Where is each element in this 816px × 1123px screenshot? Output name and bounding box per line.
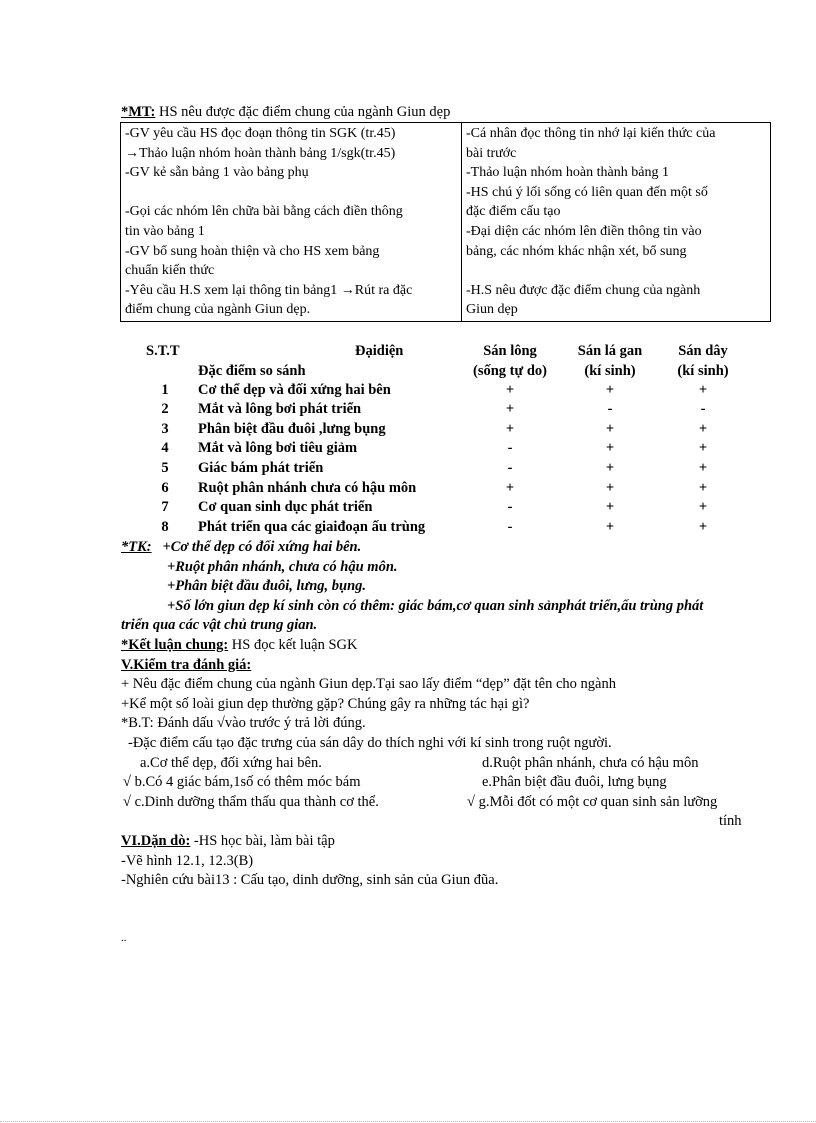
teacher-line: -GV kẻ sẵn bảng 1 vào bảng phụ	[125, 165, 309, 181]
teacher-line: -GV yêu cầu HS đọc đoạn thông tin SGK (tr.45)	[125, 126, 396, 141]
student-line: -HS chú ý lối sống có liên quan đến một số	[466, 184, 708, 200]
table-row	[0, 421, 816, 441]
species-note: (kí sinh)	[677, 363, 729, 379]
row-value: -	[507, 519, 513, 535]
row-number: 6	[161, 480, 169, 496]
row-feature: Phân biệt đầu đuôi ,lưng bụng	[198, 421, 386, 437]
teacher-line: tin vào bảng 1	[125, 223, 205, 239]
row-value: +	[698, 421, 708, 437]
row-value: -	[507, 440, 513, 456]
col-feature: Đặc điểm so sánh	[198, 363, 306, 379]
teacher-activities	[121, 123, 462, 322]
option-a: a.Cơ thể dẹp, đối xứng hai bên.	[140, 755, 322, 771]
row-value: +	[605, 440, 615, 456]
row-value: +	[605, 421, 615, 437]
row-value: -	[700, 401, 706, 417]
assessment-question: + Nêu đặc điểm chung của ngành Giun dẹp.Tại sao lấy điểm “dẹp” đặt tên cho ngành	[121, 676, 616, 692]
student-line: -Đại diện các nhóm lên điền thông tin vào	[466, 223, 702, 239]
table-row	[0, 401, 816, 421]
row-value: -	[507, 460, 513, 476]
row-value: +	[698, 480, 708, 496]
student-activities	[462, 123, 771, 322]
homework-label: VI.Dặn dò:	[121, 833, 191, 849]
student-line: -H.S nêu được đặc điểm chung của ngành	[466, 282, 701, 298]
teacher-line: -Gọi các nhóm lên chữa bài bằng cách điền thông	[125, 204, 403, 220]
homework-text: -HS học bài, làm bài tập	[190, 833, 335, 849]
summary-label: *TK:	[121, 539, 152, 555]
conclusion-line	[121, 637, 357, 654]
teacher-line: →Thảo luận nhóm hoàn thành bảng 1/sgk(tr.45)	[125, 145, 396, 161]
row-feature: Ruột phân nhánh chưa có hậu môn	[198, 480, 417, 496]
summary-line: +Ruột phân nhánh, chưa có hậu môn.	[167, 559, 398, 575]
row-number: 5	[161, 460, 169, 476]
assessment-heading: V.Kiểm tra đánh giá:	[121, 657, 252, 673]
species-name: Sán lá gan	[577, 343, 643, 359]
row-feature: Cơ quan sinh dục phát triển	[198, 499, 373, 515]
col-stt: S.T.T	[146, 343, 180, 359]
homework-item: -Nghiên cứu bài13 : Cấu tạo, dinh dưỡng, sinh sản của Giun đũa.	[121, 872, 499, 888]
table-row	[0, 440, 816, 460]
col-representative: Đạidiện	[355, 343, 404, 359]
row-feature: Giác bám phát triển	[198, 460, 324, 476]
row-value: +	[605, 460, 615, 476]
option-d: d.Ruột phân nhánh, chưa có hậu môn	[482, 755, 699, 771]
student-line: -Cá nhân đọc thông tin nhớ lại kiến thức của	[466, 126, 716, 141]
row-value: +	[698, 519, 708, 535]
conclusion-label: *Kết luận chung:	[121, 637, 229, 653]
row-value: +	[605, 519, 615, 535]
row-value: -	[507, 499, 513, 515]
summary-line: +Số lớn giun dẹp kí sinh còn có thêm: giác bám,cơ quan sinh sảnphát triển,ấu trùng phát	[167, 598, 704, 614]
student-line: bảng, các nhóm khác nhận xét, bổ sung	[466, 243, 687, 259]
row-value: +	[698, 440, 708, 456]
row-feature: Mắt và lông bơi phát triển	[198, 401, 362, 417]
option-g: √ g.Mỗi đốt có một cơ quan sinh sản lưỡng	[467, 794, 718, 810]
student-line: Giun dẹp	[466, 302, 518, 318]
row-value: +	[698, 382, 708, 398]
summary-line: triển qua các vật chủ trung gian.	[121, 617, 318, 633]
exercise-instruction: *B.T: Đánh dấu √vào trước ý trả lời đúng.	[121, 715, 366, 731]
row-feature: Mắt và lông bơi tiêu giảm	[198, 440, 358, 456]
row-number: 4	[161, 440, 169, 456]
objective-label: *MT:	[121, 104, 156, 120]
species-note: (sống tự do)	[473, 363, 547, 379]
row-number: 7	[161, 499, 169, 515]
footer-mark: ..	[121, 932, 127, 944]
homework-item: -Vẽ hình 12.1, 12.3(B)	[121, 853, 254, 869]
objective-line	[121, 104, 450, 121]
student-line: đặc điểm cấu tạo	[466, 204, 561, 220]
species-name: Sán lông	[483, 343, 537, 359]
summary-text: +Cơ thể dẹp có đối xứng hai bên.	[162, 539, 362, 555]
objective-text: HS nêu được đặc điểm chung của ngành Giun dẹp	[155, 104, 451, 120]
exercise-question: -Đặc điểm cấu tạo đặc trưng của sán dây do thích nghi với kí sinh trong ruột người.	[128, 735, 612, 751]
row-value: +	[605, 480, 615, 496]
option-g-continued: tính	[719, 813, 742, 829]
table-row	[0, 519, 816, 539]
summary-line	[121, 539, 361, 556]
species-note: (kí sinh)	[584, 363, 636, 379]
row-feature: Phát triển qua các giaiđoạn ấu trùng	[198, 519, 426, 535]
row-value: +	[605, 382, 615, 398]
page-bottom-divider	[0, 1121, 816, 1122]
activities-table	[120, 122, 771, 322]
option-e: e.Phân biệt đầu đuôi, lưng bụng	[482, 774, 667, 790]
homework-line	[121, 833, 335, 850]
row-number: 2	[161, 401, 169, 417]
row-value: +	[698, 460, 708, 476]
row-number: 1	[161, 382, 169, 398]
row-value: +	[505, 480, 515, 496]
spacer	[125, 183, 458, 203]
row-value: +	[605, 499, 615, 515]
row-value: -	[607, 401, 613, 417]
row-value: +	[505, 401, 515, 417]
option-b: √ b.Có 4 giác bám,1số có thêm móc bám	[123, 774, 361, 790]
conclusion-text: HS đọc kết luận SGK	[228, 637, 358, 653]
spacer	[466, 261, 767, 281]
row-value: +	[505, 421, 515, 437]
table-row	[0, 382, 816, 402]
species-name: Sán dây	[678, 343, 728, 359]
table-row	[0, 499, 816, 519]
student-line: bài trước	[466, 145, 517, 161]
option-c: √ c.Dinh dưỡng thẩm thấu qua thành cơ thể.	[123, 794, 379, 810]
row-value: +	[505, 382, 515, 398]
table-row	[0, 480, 816, 500]
teacher-line: -GV bổ sung hoàn thiện và cho HS xem bảng	[125, 243, 380, 259]
student-line: -Thảo luận nhóm hoàn thành bảng 1	[466, 165, 669, 181]
table-row	[0, 460, 816, 480]
teacher-line: -Yêu cầu H.S xem lại thông tin bảng1 →Rút ra đặc	[125, 282, 413, 298]
row-feature: Cơ thể dẹp và đối xứng hai bên	[198, 382, 391, 398]
row-number: 8	[161, 519, 169, 535]
row-value: +	[698, 499, 708, 515]
row-number: 3	[161, 421, 169, 437]
summary-line: +Phân biệt đầu đuôi, lưng, bụng.	[167, 578, 367, 594]
teacher-line: điểm chung của ngành Giun dẹp.	[125, 302, 311, 318]
assessment-question: +Kể một số loài giun dẹp thường gặp? Chúng gây ra những tác hại gì?	[121, 696, 530, 712]
teacher-line: chuẩn kiến thức	[125, 263, 215, 279]
